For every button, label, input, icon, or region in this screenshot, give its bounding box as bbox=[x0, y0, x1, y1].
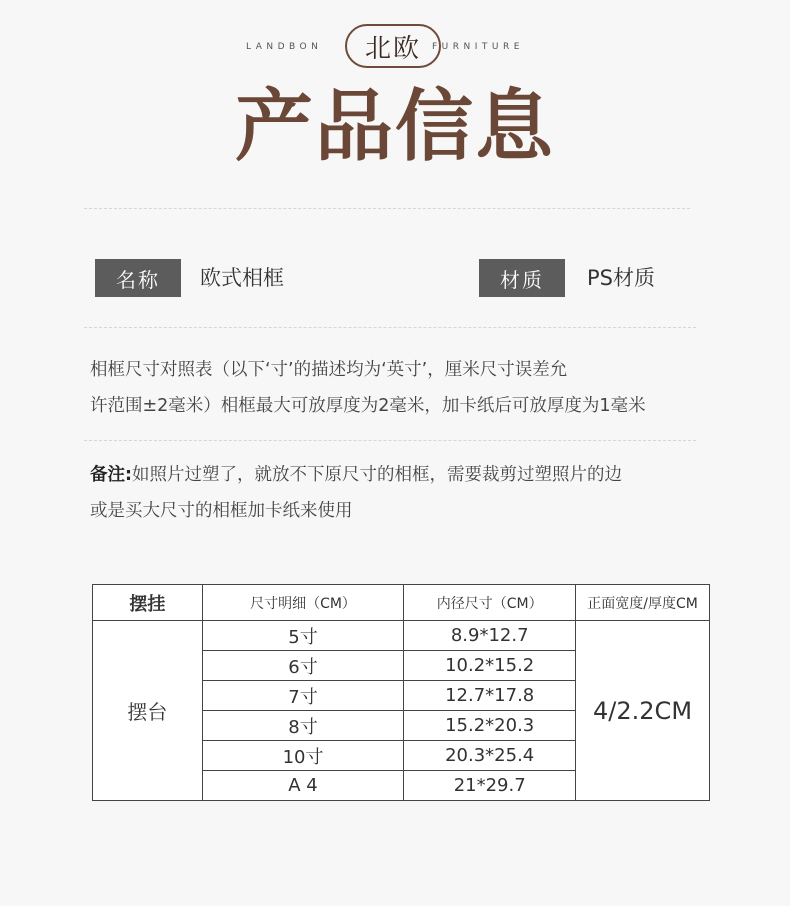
header-inner: 内径尺寸（CM） bbox=[404, 585, 576, 621]
note-line bbox=[90, 457, 710, 493]
note-text: 如照片过塑了，就放不下原尺寸的相框，需要裁剪过塑照片的边 bbox=[132, 465, 622, 485]
description bbox=[90, 352, 710, 424]
brand-header bbox=[0, 24, 790, 70]
size-cell: 10寸 bbox=[202, 741, 404, 771]
description-line: 许范围±2毫米）相框最大可放厚度为2毫米，加卡纸后可放厚度为1毫米 bbox=[90, 396, 646, 416]
style-badge: 北欧 bbox=[345, 24, 441, 68]
size-table bbox=[92, 584, 710, 801]
inner-cell: 8.9*12.7 bbox=[404, 621, 576, 651]
header-width: 正面宽度/厚度CM bbox=[576, 585, 710, 621]
page-title: 产品信息 bbox=[234, 82, 555, 172]
group-cell: 摆台 bbox=[93, 621, 203, 801]
note-label: 备注: bbox=[90, 465, 132, 485]
brand-text-right: FURNITURE bbox=[432, 42, 524, 52]
table-row bbox=[93, 621, 710, 651]
note bbox=[90, 457, 710, 529]
header-size: 尺寸明细（CM） bbox=[202, 585, 404, 621]
description-line: 相框尺寸对照表（以下‘寸’的描述均为‘英寸’，厘米尺寸误差允 bbox=[90, 360, 568, 380]
divider bbox=[84, 208, 690, 209]
size-cell: 5寸 bbox=[202, 621, 404, 651]
brand-text-left: LANDBON bbox=[246, 42, 323, 52]
size-cell: A 4 bbox=[202, 771, 404, 801]
divider bbox=[84, 327, 696, 328]
size-cell: 7寸 bbox=[202, 681, 404, 711]
size-cell: 8寸 bbox=[202, 711, 404, 741]
name-value: 欧式相框 bbox=[200, 266, 284, 290]
name-label: 名称 bbox=[95, 259, 181, 297]
table-header-row bbox=[93, 585, 710, 621]
size-cell: 6寸 bbox=[202, 651, 404, 681]
material-label: 材质 bbox=[479, 259, 565, 297]
divider bbox=[84, 440, 696, 441]
note-line: 或是买大尺寸的相框加卡纸来使用 bbox=[90, 501, 353, 521]
material-value: PS材质 bbox=[587, 266, 655, 290]
inner-cell: 20.3*25.4 bbox=[404, 741, 576, 771]
width-cell: 4/2.2CM bbox=[576, 621, 710, 801]
inner-cell: 10.2*15.2 bbox=[404, 651, 576, 681]
inner-cell: 15.2*20.3 bbox=[404, 711, 576, 741]
inner-cell: 12.7*17.8 bbox=[404, 681, 576, 711]
header-display: 摆挂 bbox=[93, 585, 203, 621]
inner-cell: 21*29.7 bbox=[404, 771, 576, 801]
